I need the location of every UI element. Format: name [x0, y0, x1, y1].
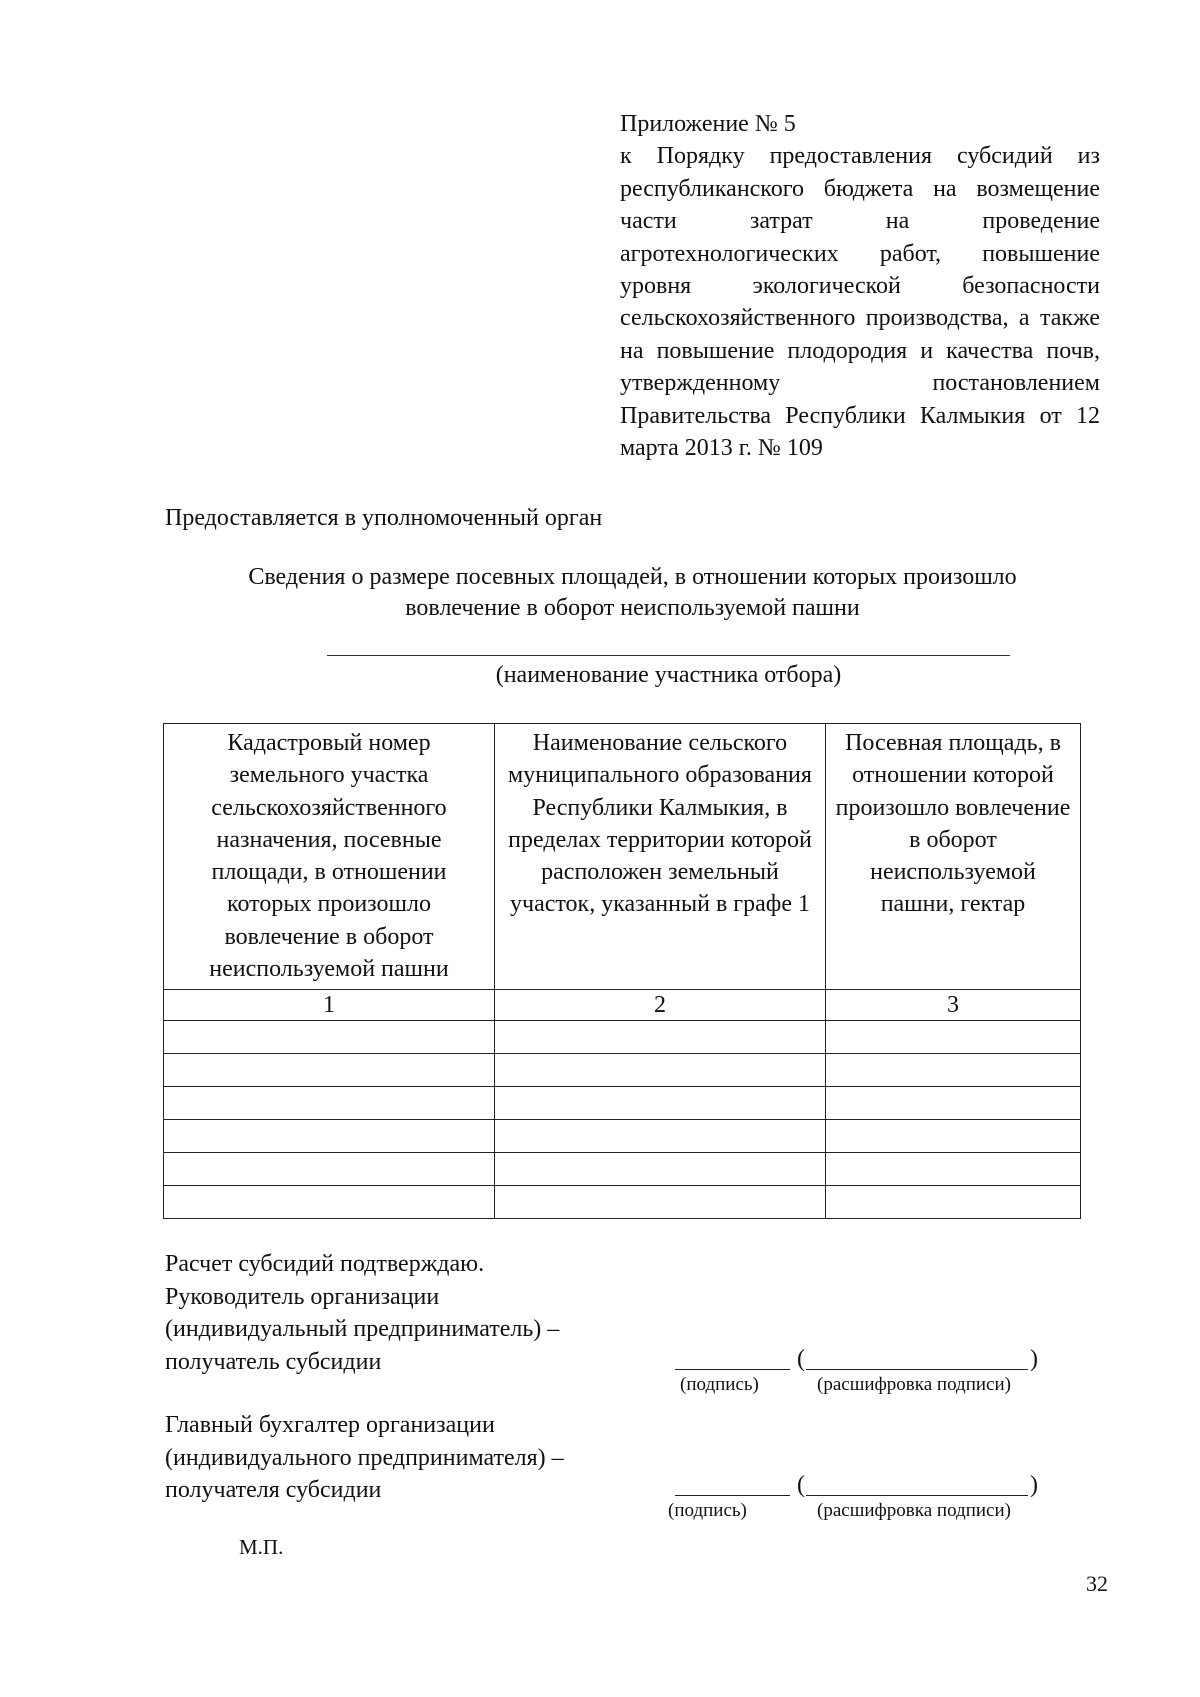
- table-cell[interactable]: [495, 1021, 826, 1054]
- heading-line-2: вовлечение в оборот неиспользуемой пашни: [405, 595, 860, 621]
- table-cell[interactable]: [164, 1120, 495, 1153]
- table-row: [164, 1186, 1081, 1219]
- table-row: [164, 1087, 1081, 1120]
- table-cell[interactable]: [164, 1054, 495, 1087]
- document-heading: [165, 562, 1100, 624]
- table-row: [164, 1054, 1081, 1087]
- close-paren: ): [1030, 1346, 1038, 1372]
- table-row: [164, 1021, 1081, 1054]
- appendix-title: Приложение № 5: [620, 111, 796, 137]
- participant-name-line: [327, 655, 1010, 656]
- table-cell[interactable]: [826, 1186, 1081, 1219]
- page-number: 32: [1086, 1571, 1108, 1596]
- appendix-block: [620, 108, 1100, 464]
- table-cell[interactable]: [164, 1153, 495, 1186]
- head-decode-line[interactable]: [806, 1369, 1028, 1370]
- accountant-signature-line[interactable]: [675, 1495, 790, 1496]
- appendix-body: к Порядку предоставления субсидий из республиканского бюджета на возмещение части затрат на проведение агротехнологических работ, повышение уровня экологической безопасности сельскохозяйственного производства, а также на повышение плодородия и качества почв, утвержденному постановлением Правительства Республики Калмыкия от 12 марта 2013 г. № 109: [620, 143, 1100, 462]
- column-header-cadastral: Кадастровый номер земельного участка сельскохозяйственного назначения, посевные площади, в отношении которых произошло вовлечение в оборот неиспользуемой пашни: [164, 724, 495, 990]
- open-paren: (: [797, 1346, 805, 1372]
- column-number: 1: [164, 990, 495, 1021]
- entrepreneur-line: (индивидуального предпринимателя) –: [165, 1444, 564, 1471]
- table-cell[interactable]: [826, 1120, 1081, 1153]
- recipient-line: получателя субсидии: [165, 1477, 382, 1503]
- head-decode-caption: (расшифровка подписи): [817, 1374, 1011, 1395]
- participant-caption: (наименование участника отбора): [495, 662, 842, 688]
- accountant-decode-line[interactable]: [806, 1495, 1028, 1496]
- accountant-decode-caption: (расшифровка подписи): [817, 1500, 1011, 1521]
- submit-to-text: Предоставляется в уполномоченный орган: [165, 505, 603, 531]
- table-cell[interactable]: [826, 1087, 1081, 1120]
- table-cell[interactable]: [826, 1153, 1081, 1186]
- accountant-signoff-text: [165, 1409, 685, 1507]
- accountant-sign-caption: (подпись): [668, 1500, 747, 1521]
- table-row: [164, 1120, 1081, 1153]
- head-signature-line[interactable]: [675, 1369, 790, 1370]
- head-signoff-text: [165, 1248, 685, 1378]
- heading-line-1: Сведения о размере посевных площадей, в отношении которых произошло: [248, 564, 1017, 590]
- table-cell[interactable]: [495, 1054, 826, 1087]
- table-cell[interactable]: [826, 1021, 1081, 1054]
- stamp-place-label: М.П.: [239, 1535, 284, 1559]
- table-cell[interactable]: [164, 1186, 495, 1219]
- column-number: 2: [495, 990, 826, 1021]
- column-number: 3: [826, 990, 1081, 1021]
- table-cell[interactable]: [164, 1087, 495, 1120]
- accountant-line: Главный бухгалтер организации: [165, 1412, 495, 1438]
- table-cell[interactable]: [164, 1021, 495, 1054]
- column-header-municipality: Наименование сельского муниципального образования Республики Калмыкия, в пределах территории которой расположен земельный участок, указанный в графе 1: [495, 724, 826, 990]
- table-row: [164, 1153, 1081, 1186]
- table-header-row: [164, 724, 1081, 990]
- open-paren: (: [797, 1472, 805, 1498]
- table-cell[interactable]: [826, 1054, 1081, 1087]
- column-number-row: [164, 990, 1081, 1021]
- head-sign-caption: (подпись): [680, 1374, 759, 1395]
- table-cell[interactable]: [495, 1153, 826, 1186]
- entrepreneur-line: (индивидуальный предприниматель) –: [165, 1316, 560, 1342]
- table-cell[interactable]: [495, 1087, 826, 1120]
- close-paren: ): [1030, 1472, 1038, 1498]
- confirm-line: Расчет субсидий подтверждаю.: [165, 1251, 485, 1277]
- column-header-area: Посевная площадь, в отношении которой произошло вовлечение в оборот неиспользуемой пашни, гектар: [826, 724, 1081, 990]
- recipient-line: получатель субсидии: [165, 1348, 382, 1375]
- table-cell[interactable]: [495, 1120, 826, 1153]
- table-cell[interactable]: [495, 1186, 826, 1219]
- head-line: Руководитель организации: [165, 1283, 440, 1310]
- sown-area-table: [163, 723, 1081, 1219]
